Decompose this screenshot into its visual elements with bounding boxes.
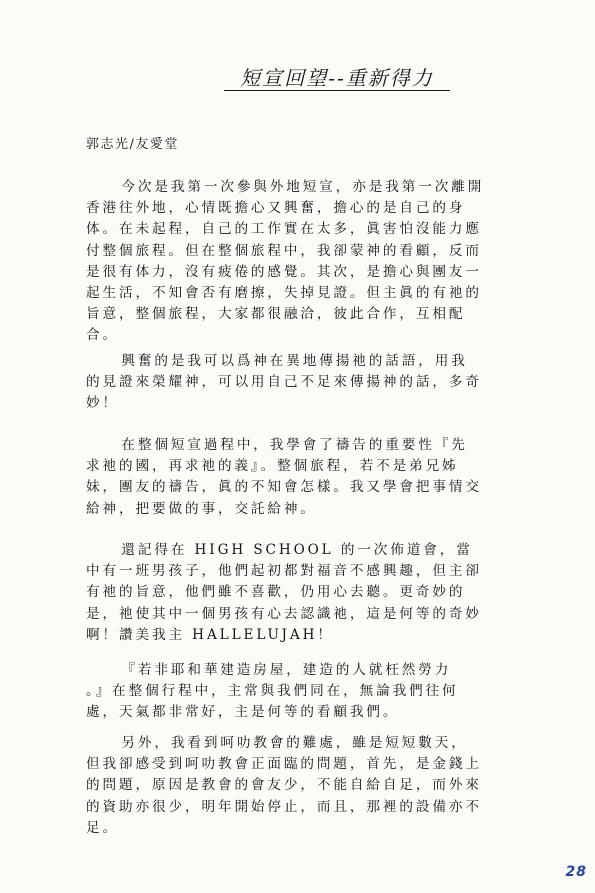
- paragraph: [86, 177, 554, 347]
- paragraph-line: 付整個旅程。但在整個旅程中，我卻蒙神的看顧，反而: [86, 242, 482, 259]
- paragraph-line: 有祂的旨意，他們雖不喜歡，仍用心去聽。更奇妙的: [86, 584, 466, 601]
- paragraph-line: 還記得在 HIGH SCHOOL 的一次佈道會，當: [121, 542, 473, 558]
- paragraph: [86, 540, 554, 646]
- paragraph-line: 妙！: [86, 395, 119, 412]
- paragraph-line: 旨意，整個旅程，大家都很融洽，彼此合作，互相配: [86, 306, 466, 323]
- paragraph-line: 足。: [86, 819, 119, 836]
- paragraph-line: 求祂的國，再求祂的義』。整個旅程，若不是弟兄姊: [86, 458, 459, 475]
- paragraph-line: 今次是我第一次參與外地短宣，亦是我第一次離開: [121, 179, 485, 195]
- paragraph-line: 起生活，不知會否有磨擦，失掉見證。但主眞的有祂的: [86, 285, 482, 302]
- author-line: 郭志光/友愛堂: [86, 137, 179, 152]
- paragraph-line: 香港往外地，心情既擔心又興奮，擔心的是自己的身: [86, 200, 466, 217]
- paragraph-line: 處，天氣都非常好，主是何等的看顧我們。: [86, 704, 400, 721]
- paragraph-line: 興奮的是我可以爲神在異地傳揚祂的話語，用我: [121, 353, 468, 369]
- paragraph-line: 合。: [86, 327, 119, 344]
- paragraph: [86, 660, 554, 724]
- paragraph-line: 中有一班男孩子，他們起初都對福音不感興趣，但主卻: [86, 563, 482, 580]
- paragraph-line: 体。在未起程，自己的工作實在太多，眞害怕沒能力應: [86, 221, 482, 238]
- page-title: 短宣回望--重新得力: [240, 66, 434, 90]
- page-number: 28: [565, 864, 587, 880]
- paragraph: [86, 733, 554, 839]
- paragraph-line: 在整個短宣過程中，我學會了禱告的重要性『先: [121, 437, 468, 453]
- paragraph-line: 『若非耶和華建造房屋，建造的人就枉然勞力: [121, 662, 452, 678]
- paragraph: [86, 435, 554, 520]
- paragraph-line: 是很有体力，沒有疲倦的感覺。其次，是擔心與團友一: [86, 263, 482, 280]
- paragraph-line: 但我卻感受到呵叻教會正面臨的問題，首先，是金錢上: [86, 756, 482, 773]
- paragraph-line: 。』在整個行程中，主常與我們同在，無論我們往何: [86, 683, 459, 700]
- paragraph-line: 的資助亦很少，明年開始停止，而且，那裡的設備亦不: [86, 798, 482, 815]
- title-underline: [224, 90, 450, 91]
- paragraph: [86, 351, 554, 415]
- paragraph-line: 的問題，原因是教會的會友少，不能自給自足，而外來: [86, 777, 482, 794]
- paragraph-line: 給神，把要做的事，交託給神。: [86, 500, 317, 517]
- paragraph-line: 啊！讚美我主 HALLELUJAH！: [86, 626, 334, 643]
- paragraph-line: 妹，團友的禱告，眞的不知會怎樣。我又學會把事情交: [86, 479, 482, 496]
- paragraph-line: 是，祂使其中一個男孩有心去認識祂，這是何等的奇妙: [86, 605, 482, 622]
- paragraph-line: 另外，我看到呵叻教會的難處，雖是短短數天，: [121, 735, 468, 751]
- paragraph-line: 的見證來榮耀神，可以用自己不足來傳揚神的話，多奇: [86, 374, 482, 391]
